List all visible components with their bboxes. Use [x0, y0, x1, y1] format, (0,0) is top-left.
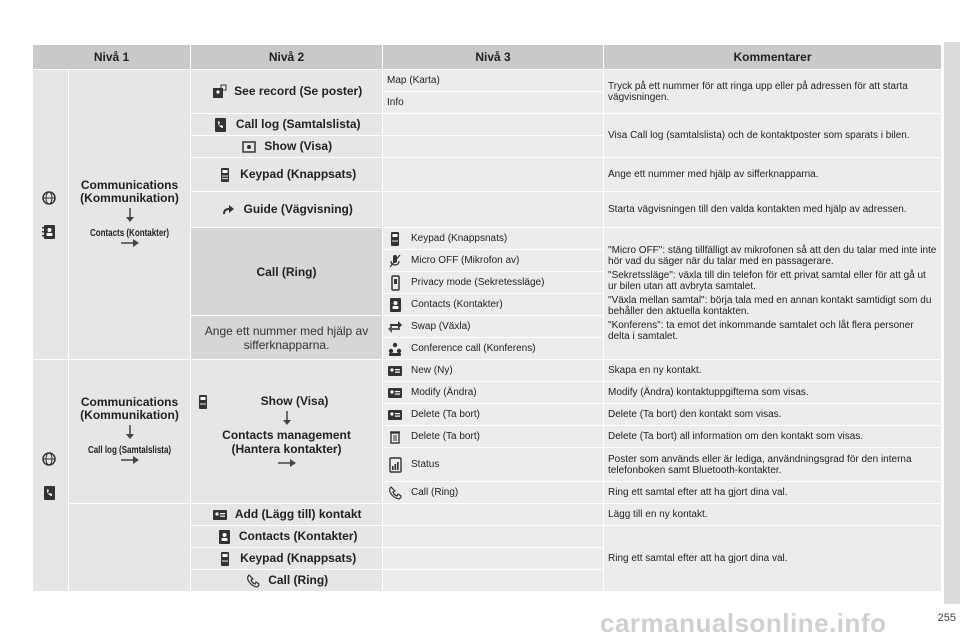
globe-icon	[41, 451, 57, 467]
info-item: Info	[383, 92, 604, 114]
contacts-book-icon	[216, 529, 232, 545]
arrow-right-icon	[121, 456, 139, 464]
header-comments: Kommentarer	[604, 45, 942, 70]
add-contact-cell: Add (Lägg till) kontakt	[191, 504, 383, 526]
arrow-right-icon	[121, 239, 139, 247]
level3-status: Status	[383, 448, 604, 482]
call-log-cell: Call log (Samtalslista)	[191, 114, 383, 136]
page-number: 255	[937, 612, 956, 624]
keypad-comment: Ange ett nummer med hjälp av sifferknapparna.	[604, 158, 942, 192]
arrow-down-icon	[125, 208, 135, 222]
level3-swap: Swap (Växla)	[383, 316, 604, 338]
header-level1: Nivå 1	[33, 45, 191, 70]
privacy-phone-icon	[387, 275, 403, 291]
status-icon	[387, 457, 403, 473]
call-cell: Call (Ring)	[191, 228, 383, 316]
show-level3	[383, 136, 604, 158]
contact-card-icon	[387, 363, 403, 379]
level3-keypad: Keypad (Knappsnats)	[383, 228, 604, 250]
table-header-row	[33, 45, 942, 70]
show-cell: Show (Visa)	[191, 136, 383, 158]
add-comment: Lägg till en ny kontakt.	[604, 504, 942, 526]
keypad-icon	[217, 551, 233, 567]
level1-cell-1	[69, 70, 191, 360]
level3-micro-off: Micro OFF (Mikrofon av)	[383, 250, 604, 272]
call-comment-2: Ring ett samtal efter att ha gjort dina val.	[604, 482, 942, 504]
show-contacts-mgmt-cell: Show (Visa) Contacts management (Hantera kontakter)	[191, 360, 383, 504]
level3-call: Call (Ring)	[383, 482, 604, 504]
contacts-book-icon	[387, 297, 403, 313]
level3-delete-2: Delete (Ta bort)	[383, 426, 604, 448]
arrow-down-icon	[125, 425, 135, 439]
guide-icon	[220, 202, 236, 218]
modify-comment: Modify (Ändra) kontaktuppgifterna som visas.	[604, 382, 942, 404]
add-level3	[383, 504, 604, 526]
contact-card-icon	[387, 385, 403, 401]
swap-icon	[387, 319, 403, 335]
call-note-cell: Ange ett nummer med hjälp av sifferknapparna.	[191, 316, 383, 360]
keypad-icon	[195, 394, 211, 410]
see-record-icon	[211, 84, 227, 100]
contact-card-icon	[387, 407, 403, 423]
contacts-cell: Contacts (Kontakter)	[191, 526, 383, 548]
keypad-icon	[387, 231, 403, 247]
communications-title: Communications (Kommunikation)	[80, 178, 179, 205]
map-item: Map (Karta)	[383, 70, 604, 92]
guide-cell: Guide (Vägvisning)	[191, 192, 383, 228]
communications-title: Communications (Kommunikation)	[80, 395, 179, 422]
level1-icons-2	[33, 360, 69, 592]
watermark: carmanualsonline.info	[600, 608, 887, 638]
delete1-comment: Delete (Ta bort) den kontakt som visas.	[604, 404, 942, 426]
keypad-cell-2: Keypad (Knappsats)	[191, 548, 383, 570]
level1-cell-2-lower	[69, 504, 191, 592]
conference-icon	[387, 341, 403, 357]
call-log-icon	[41, 485, 57, 501]
contacts-subtitle: Contacts (Kontakter)	[89, 228, 170, 239]
level3-privacy: Privacy mode (Sekretessläge)	[383, 272, 604, 294]
guide-level3	[383, 192, 604, 228]
page-side-bar	[944, 42, 960, 604]
phone-icon	[245, 573, 261, 589]
contacts-level3	[383, 526, 604, 548]
level1-cell-2	[69, 360, 191, 504]
level3-delete-1: Delete (Ta bort)	[383, 404, 604, 426]
call-log-level3	[383, 114, 604, 136]
keypad-level3-2	[383, 548, 604, 570]
keypad-level3	[383, 158, 604, 192]
menu-table	[32, 44, 942, 592]
status-comment: Poster som används eller är lediga, användningsgrad för den interna telefonboken samt Bluetooth-kontakter.	[604, 448, 942, 482]
see-record-comment: Tryck på ett nummer för att ringa upp eller på adressen för att starta vägvisningen.	[604, 70, 942, 114]
call-comment: "Micro OFF": stäng tillfälligt av mikrofonen så att den du talar med inte inte hör vad du säger när du talar med en passagerare. "Sekretssläge": växla till din telefon för ett privat samtal eller för att gå ut ur bilen utan att avbryta samtalet. "Växla mellan samtal": börja tala med en annan kontakt samtidigt som du behåller den aktuella kontakten. "Konferens": ta emot det inkommande samtalet och låt flera personer delta i samtalet.	[604, 228, 942, 360]
delete2-comment: Delete (Ta bort) all information om den kontakt som visas.	[604, 426, 942, 448]
contacts-book-icon	[41, 224, 57, 240]
level3-conference: Conference call (Konferens)	[383, 338, 604, 360]
call-level3-2	[383, 570, 604, 592]
see-record-cell: See record (Se poster)	[191, 70, 383, 114]
show-icon	[241, 139, 257, 155]
guide-comment: Starta vägvisningen till den valda kontakten med hjälp av adressen.	[604, 192, 942, 228]
keypad-cell: Keypad (Knappsats)	[191, 158, 383, 192]
phone-icon	[387, 485, 403, 501]
level3-contacts: Contacts (Kontakter)	[383, 294, 604, 316]
call-log-icon	[212, 117, 228, 133]
bottom-comment: Ring ett samtal efter att ha gjort dina val.	[604, 526, 942, 592]
call-log-comment: Visa Call log (samtalslista) och de kontaktposter som sparats i bilen.	[604, 114, 942, 158]
trash-icon	[387, 429, 403, 445]
header-level3: Nivå 3	[383, 45, 604, 70]
arrow-right-icon	[278, 459, 296, 467]
globe-icon	[41, 190, 57, 206]
arrow-down-icon	[282, 411, 292, 425]
level3-new: New (Ny)	[383, 360, 604, 382]
keypad-icon	[217, 167, 233, 183]
call-log-subtitle: Call log (Samtalslista)	[87, 445, 172, 456]
header-level2: Nivå 2	[191, 45, 383, 70]
call-cell-2: Call (Ring)	[191, 570, 383, 592]
level3-modify: Modify (Ändra)	[383, 382, 604, 404]
contact-card-icon	[212, 507, 228, 523]
level1-icons-1	[33, 70, 69, 360]
microphone-off-icon	[387, 253, 403, 269]
new-comment: Skapa en ny kontakt.	[604, 360, 942, 382]
